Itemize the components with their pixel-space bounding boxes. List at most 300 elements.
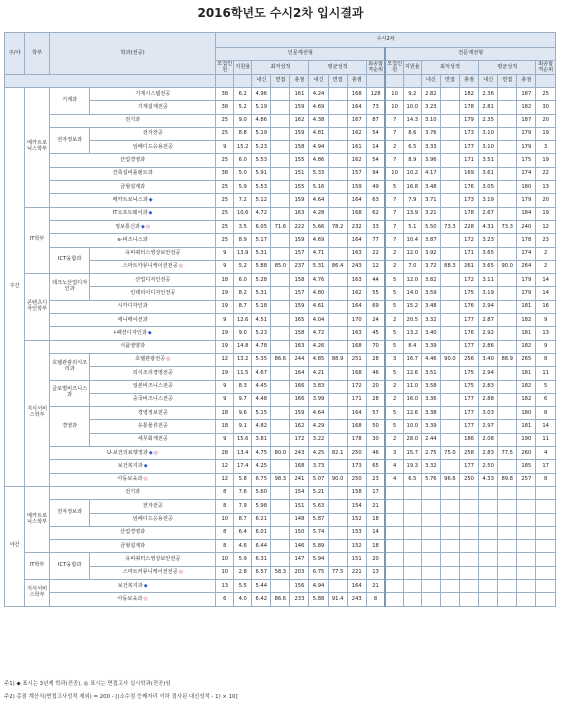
bu-cell: 메카트로닉스학부	[25, 486, 50, 552]
general-cell: 9	[216, 247, 234, 260]
major-label-text: 메카트로닉스과	[112, 196, 148, 203]
general-cell	[328, 234, 347, 247]
specialized-cell: 3.36	[421, 393, 440, 406]
sub-total: 총점	[290, 75, 309, 88]
general-cell: 3.81	[252, 433, 271, 446]
major-label	[49, 593, 215, 606]
general-cell: 164	[347, 234, 366, 247]
major-label-text: 중국비즈니스전공	[132, 396, 173, 403]
major-label-text: 전자전공	[142, 502, 163, 509]
specialized-cell: 4.33	[479, 473, 498, 486]
general-cell: 7.2	[234, 194, 252, 207]
major-label	[90, 101, 216, 114]
general-cell: 86.6	[271, 593, 290, 606]
specialized-cell: 2.35	[479, 114, 498, 127]
general-cell: 4.82	[252, 420, 271, 433]
specialized-cell	[385, 553, 403, 566]
specialized-cell	[440, 380, 459, 393]
major-label-text: 임베디드응용전공	[132, 516, 173, 523]
general-cell: 12	[366, 260, 385, 273]
specialized-cell: 5	[385, 287, 403, 300]
specialized-cell: 3.82	[421, 274, 440, 287]
specialized-cell	[459, 566, 478, 579]
specialized-cell	[536, 553, 556, 566]
specialized-cell: 2.92	[479, 327, 498, 340]
general-cell: 98.3	[271, 473, 290, 486]
specialized-cell: 6	[536, 393, 556, 406]
specialized-cell	[498, 287, 517, 300]
general-cell: 24	[366, 314, 385, 327]
specialized-cell: 12.0	[403, 274, 421, 287]
specialized-cell: 2.36	[479, 88, 498, 101]
general-cell: 9.7	[234, 393, 252, 406]
specialized-cell	[517, 513, 536, 526]
specialized-cell: 73.3	[440, 220, 459, 233]
general-cell	[271, 234, 290, 247]
general-cell: 54	[366, 154, 385, 167]
major-label-text: 전자전공	[142, 130, 163, 137]
table-row	[5, 114, 556, 127]
general-cell: 10	[216, 513, 234, 526]
specialized-cell	[479, 526, 498, 539]
table-row	[5, 526, 556, 539]
specialized-cell: 2.08	[479, 433, 498, 446]
general-cell: 146	[290, 540, 309, 553]
general-cell: 162	[290, 420, 309, 433]
specialized-cell: 10	[385, 101, 403, 114]
specialized-cell: 22	[536, 167, 556, 180]
table-row	[5, 127, 556, 140]
general-cell: 25	[216, 127, 234, 140]
specialized-cell	[517, 553, 536, 566]
specialized-cell	[498, 194, 517, 207]
general-cell: 158	[290, 274, 309, 287]
general-cell: 77	[366, 234, 385, 247]
general-cell: 4.80	[309, 287, 328, 300]
general-cell: 4.64	[309, 407, 328, 420]
group-ya: 야간	[5, 486, 25, 606]
general-cell: 4.86	[309, 154, 328, 167]
specialized-cell: 77.5	[498, 447, 517, 460]
specialized-cell: 187	[517, 88, 536, 101]
specialized-cell	[517, 566, 536, 579]
general-cell	[328, 340, 347, 353]
specialized-cell: 19.3	[403, 460, 421, 473]
specialized-cell: 5	[536, 380, 556, 393]
general-cell: 9	[216, 393, 234, 406]
major-label-text: 식품영양과	[120, 343, 146, 350]
specialized-cell: 7	[385, 127, 403, 140]
general-cell: 168	[347, 88, 366, 101]
specialized-cell	[498, 154, 517, 167]
general-cell: 4.75	[252, 447, 271, 460]
general-cell: 157	[290, 247, 309, 260]
specialized-cell	[440, 486, 459, 499]
major-label-text: 산업경영과	[120, 157, 146, 164]
table-row	[5, 460, 556, 473]
general-cell: 168	[347, 207, 366, 220]
general-cell: 203	[290, 566, 309, 579]
general-cell	[271, 407, 290, 420]
general-cell: 10	[216, 553, 234, 566]
general-cell	[271, 88, 290, 101]
general-cell: 18	[216, 407, 234, 420]
major-label	[49, 314, 215, 327]
specialized-cell	[498, 460, 517, 473]
specialized-cell	[498, 500, 517, 513]
general-cell: 158	[290, 327, 309, 340]
general-cell	[271, 460, 290, 473]
general-cell: 19	[216, 300, 234, 313]
general-cell: 152	[347, 540, 366, 553]
general-cell: 4.48	[252, 393, 271, 406]
sub-naesin-s2: 내신	[479, 75, 498, 88]
general-cell: 28	[216, 447, 234, 460]
general-cell: 164	[347, 300, 366, 313]
specialized-cell: 181	[517, 420, 536, 433]
major-label	[49, 447, 215, 460]
specialized-cell	[498, 167, 517, 180]
specialized-cell: 3	[536, 141, 556, 154]
general-cell: 152	[347, 513, 366, 526]
interview-icon: ◎	[143, 595, 148, 602]
specialized-cell: 257	[517, 473, 536, 486]
specialized-cell	[440, 340, 459, 353]
specialized-cell: 174	[517, 167, 536, 180]
major-label	[90, 380, 216, 393]
specialized-cell: 256	[459, 353, 478, 366]
specialized-cell	[536, 513, 556, 526]
specialized-cell: 2	[385, 433, 403, 446]
specialized-cell: 2	[385, 141, 403, 154]
general-cell: 151	[290, 167, 309, 180]
general-cell: 30	[366, 433, 385, 446]
dept-cell: ICT융합과	[49, 553, 89, 580]
sub-total-2: 총점	[347, 75, 366, 88]
table-row	[5, 167, 556, 180]
general-cell: 4.96	[252, 88, 271, 101]
general-cell	[328, 407, 347, 420]
general-cell: 5.18	[252, 300, 271, 313]
general-cell: 5.66	[309, 220, 328, 233]
general-cell	[328, 88, 347, 101]
specialized-cell	[440, 141, 459, 154]
specialized-cell: 2	[536, 247, 556, 260]
general-cell: 5.31	[252, 287, 271, 300]
header-general: 인문계전형	[216, 48, 386, 61]
specialized-cell	[440, 540, 459, 553]
general-cell: 4.0	[234, 593, 252, 606]
specialized-cell	[498, 247, 517, 260]
specialized-cell	[440, 181, 459, 194]
major-label	[49, 181, 215, 194]
general-cell: 14.8	[234, 340, 252, 353]
specialized-cell: 3.19	[479, 287, 498, 300]
interview-icon: ◎	[166, 356, 171, 363]
general-cell: 6.75	[309, 566, 328, 579]
three-year-icon: ◆	[143, 462, 148, 469]
specialized-cell: 2.75	[421, 447, 440, 460]
specialized-cell: 3.59	[421, 287, 440, 300]
specialized-cell: 2	[385, 260, 403, 273]
specialized-cell	[536, 486, 556, 499]
general-cell	[328, 114, 347, 127]
major-label	[90, 500, 216, 513]
bu-cell: 콘텐츠디자인학부	[25, 274, 50, 340]
general-cell: 147	[290, 553, 309, 566]
general-cell	[271, 114, 290, 127]
general-cell: 12	[216, 460, 234, 473]
general-cell	[328, 367, 347, 380]
interview-icon: ◎	[178, 569, 184, 576]
specialized-cell	[479, 513, 498, 526]
general-cell: 28	[366, 393, 385, 406]
specialized-cell: 13	[536, 327, 556, 340]
general-cell: 161	[347, 141, 366, 154]
major-label-text: 임베디드응용전공	[132, 143, 173, 150]
dept-cell: 테크노산업디자인과	[49, 274, 89, 301]
general-cell: 3.22	[309, 433, 328, 446]
general-cell: 5.35	[252, 353, 271, 366]
general-cell: 4.81	[309, 127, 328, 140]
sub-interview: 면접	[271, 75, 290, 88]
general-cell: 4.29	[309, 420, 328, 433]
general-cell: 21	[366, 500, 385, 513]
general-cell	[328, 101, 347, 114]
results-body	[5, 88, 556, 607]
specialized-cell: 5.76	[421, 473, 440, 486]
specialized-cell	[385, 566, 403, 579]
major-label	[49, 473, 215, 486]
specialized-cell: 2.81	[479, 101, 498, 114]
general-cell	[271, 127, 290, 140]
specialized-cell	[440, 154, 459, 167]
specialized-cell: 265	[517, 353, 536, 366]
specialized-cell: 4	[385, 460, 403, 473]
general-cell: 5.98	[252, 500, 271, 513]
header-final-rank: 최종합격순위	[366, 61, 385, 75]
general-cell: 25	[216, 207, 234, 220]
specialized-cell: 88.9	[498, 353, 517, 366]
specialized-cell: 3.39	[421, 340, 440, 353]
specialized-cell	[403, 500, 421, 513]
specialized-cell: 178	[459, 101, 478, 114]
specialized-cell	[498, 88, 517, 101]
specialized-cell: 11	[536, 367, 556, 380]
general-cell: 8	[216, 526, 234, 539]
general-cell: 154	[347, 500, 366, 513]
general-cell: 153	[347, 526, 366, 539]
specialized-cell: 179	[517, 127, 536, 140]
specialized-cell: 175	[459, 367, 478, 380]
table-row	[5, 579, 556, 592]
general-cell: 6.31	[252, 553, 271, 566]
specialized-cell: 176	[459, 181, 478, 194]
general-cell: 4.71	[309, 247, 328, 260]
specialized-cell: 179	[517, 141, 536, 154]
general-cell: 18	[216, 420, 234, 433]
specialized-cell: 177	[459, 393, 478, 406]
general-cell	[271, 207, 290, 220]
major-label-text: IT소프트웨어과	[112, 210, 148, 217]
major-label-text: 기계설계전공	[137, 103, 168, 110]
general-cell	[328, 460, 347, 473]
general-cell: 21	[366, 579, 385, 592]
specialized-cell: 19	[536, 154, 556, 167]
general-cell: 13	[366, 566, 385, 579]
general-cell: 38	[216, 88, 234, 101]
table-row	[5, 181, 556, 194]
specialized-cell	[536, 579, 556, 592]
general-cell: 82.1	[328, 447, 347, 460]
major-label	[49, 300, 215, 313]
major-label	[90, 407, 216, 420]
general-cell: 4.67	[252, 367, 271, 380]
table-row	[5, 473, 556, 486]
general-cell: 71.6	[271, 220, 290, 233]
specialized-cell	[440, 314, 459, 327]
general-cell: 4.21	[309, 367, 328, 380]
major-label	[49, 194, 215, 207]
general-cell: 7.9	[234, 500, 252, 513]
general-cell: 10	[216, 566, 234, 579]
general-cell	[328, 127, 347, 140]
specialized-cell: 2.97	[479, 420, 498, 433]
general-cell	[328, 380, 347, 393]
general-cell: 159	[290, 234, 309, 247]
general-cell: 77.5	[328, 566, 347, 579]
general-cell: 5.88	[252, 260, 271, 273]
general-cell: 9.6	[234, 407, 252, 420]
general-cell: 4.51	[252, 314, 271, 327]
general-cell: 12.6	[234, 314, 252, 327]
specialized-cell: 7	[385, 207, 403, 220]
header-best-grade: 최저성적	[252, 61, 309, 75]
specialized-cell: 5	[385, 340, 403, 353]
general-cell: 172	[290, 433, 309, 446]
general-cell: 251	[347, 353, 366, 366]
specialized-cell	[440, 234, 459, 247]
general-cell: 5.17	[252, 234, 271, 247]
specialized-cell: 8.9	[403, 154, 421, 167]
major-label	[49, 327, 215, 340]
general-cell: 4.94	[309, 141, 328, 154]
general-cell: 237	[290, 260, 309, 273]
general-cell	[271, 553, 290, 566]
header-final-rank-s: 최종합격순위	[536, 61, 556, 75]
specialized-cell: 3.61	[479, 167, 498, 180]
specialized-cell: 5	[385, 420, 403, 433]
three-year-icon: ◆	[148, 196, 153, 203]
general-cell: 5.23	[252, 141, 271, 154]
specialized-cell	[479, 553, 498, 566]
general-cell	[271, 540, 290, 553]
header-ratio: 지원율	[234, 61, 252, 75]
major-label-text: 금형설계과	[120, 542, 146, 549]
specialized-cell	[440, 513, 459, 526]
general-cell: 168	[347, 420, 366, 433]
general-cell	[328, 513, 347, 526]
page-title: 2016학년도 수시2차 입시결과	[197, 6, 364, 20]
general-cell	[271, 380, 290, 393]
general-cell: 5.53	[252, 154, 271, 167]
major-label-text: 스마트커뮤니케이션전공	[122, 569, 178, 576]
general-cell: 158	[290, 141, 309, 154]
general-cell	[328, 300, 347, 313]
specialized-cell: 3.05	[479, 181, 498, 194]
general-cell: 4.61	[309, 300, 328, 313]
general-cell: 9.0	[234, 327, 252, 340]
general-cell: 5.21	[309, 486, 328, 499]
specialized-cell	[403, 593, 421, 606]
general-cell: 6.42	[252, 593, 271, 606]
specialized-cell: 261	[459, 260, 478, 273]
general-cell	[271, 367, 290, 380]
general-cell: 4.76	[309, 274, 328, 287]
specialized-cell: 3.92	[421, 247, 440, 260]
table-row	[5, 486, 556, 499]
major-label-text: 호텔관광전공	[135, 356, 166, 363]
specialized-cell: 2	[385, 247, 403, 260]
general-cell: 17.4	[234, 460, 252, 473]
general-cell: 158	[347, 486, 366, 499]
general-cell: 80.0	[271, 447, 290, 460]
general-cell: 88.9	[328, 353, 347, 366]
table-row	[5, 300, 556, 313]
general-cell: 3.99	[309, 393, 328, 406]
specialized-cell: 4.17	[421, 167, 440, 180]
specialized-cell: 3.38	[421, 407, 440, 420]
general-cell: 5.28	[252, 274, 271, 287]
major-label	[49, 167, 215, 180]
specialized-cell	[440, 500, 459, 513]
major-label	[90, 513, 216, 526]
table-row	[5, 220, 556, 233]
specialized-cell	[440, 593, 459, 606]
specialized-cell: 180	[517, 407, 536, 420]
specialized-cell: 8	[536, 407, 556, 420]
footnote-1: 주1) ◆ 표시는 3년제 학과(전공), ◎ 표시는 면접고사 실시학과(전공)임	[4, 681, 171, 687]
specialized-cell	[440, 393, 459, 406]
specialized-cell: 179	[459, 114, 478, 127]
major-label-text: 세무회계전공	[137, 436, 168, 443]
specialized-cell: 20.5	[403, 314, 421, 327]
general-cell	[271, 154, 290, 167]
general-cell: 70	[366, 340, 385, 353]
general-cell: 4.69	[309, 101, 328, 114]
general-cell	[328, 500, 347, 513]
major-label	[49, 220, 215, 233]
general-cell: 19	[216, 327, 234, 340]
general-cell: 159	[290, 407, 309, 420]
interview-icon: ◎	[178, 263, 184, 270]
specialized-cell	[498, 407, 517, 420]
specialized-cell: 20	[536, 194, 556, 207]
major-label-text: 전기과	[125, 489, 141, 496]
results-table	[4, 32, 556, 607]
specialized-cell: 8.4	[403, 340, 421, 353]
specialized-cell	[479, 486, 498, 499]
general-cell: 243	[347, 260, 366, 273]
major-label	[49, 526, 215, 539]
specialized-cell	[459, 579, 478, 592]
general-cell: 55	[366, 287, 385, 300]
specialized-cell: 5	[385, 181, 403, 194]
specialized-cell: 3.33	[421, 141, 440, 154]
specialized-cell	[536, 593, 556, 606]
table-row	[5, 274, 556, 287]
specialized-cell: 177	[459, 420, 478, 433]
